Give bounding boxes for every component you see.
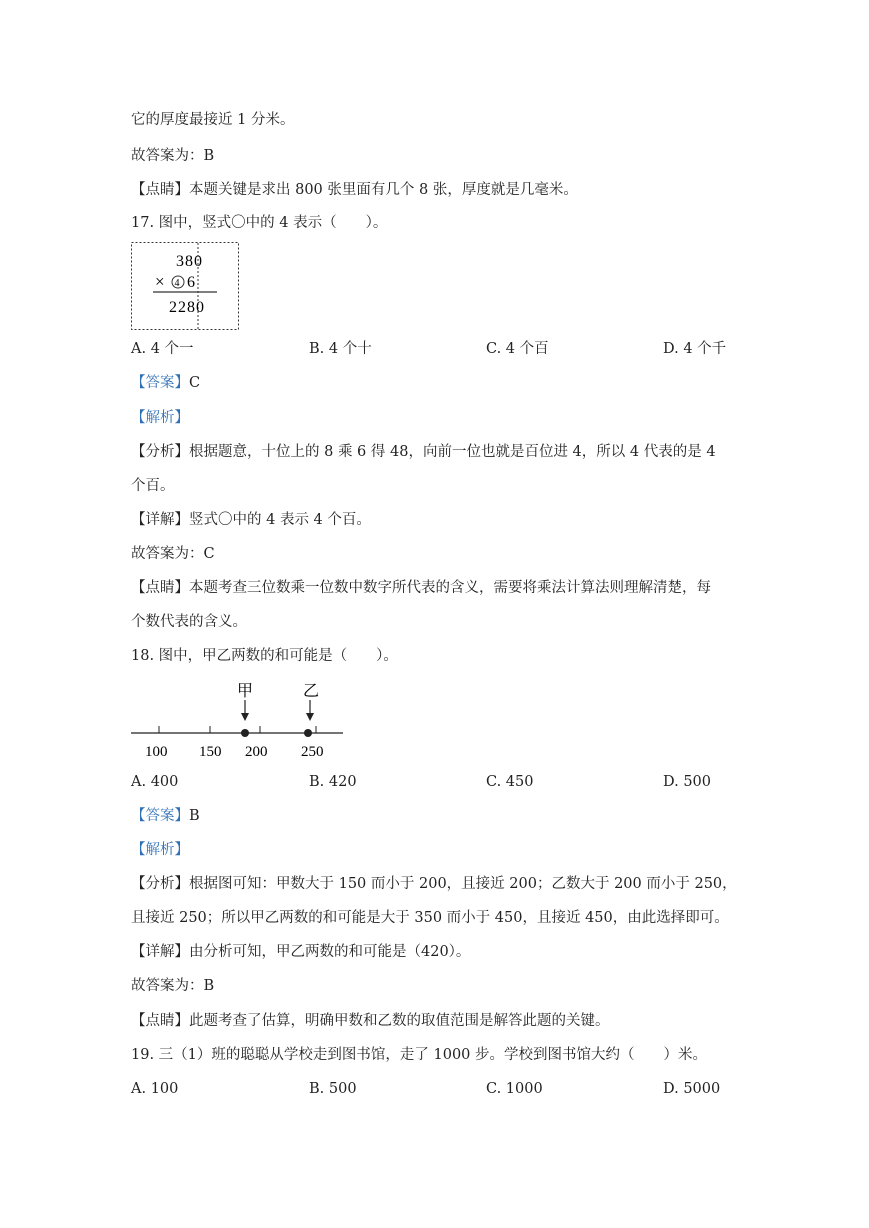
option-19-d: D. 5000 <box>663 1081 721 1097</box>
text-line: 个数代表的含义。 <box>131 614 247 630</box>
text-line: 【点睛】本题关键是求出 800 张里面有几个 8 张，厚度就是几毫米。 <box>131 182 578 198</box>
option-17-a: A. 4 个一 <box>131 341 194 357</box>
arrow-jia-head <box>241 713 249 721</box>
text-line: 【详解】竖式〇中的 4 表示 4 个百。 <box>131 512 371 528</box>
tick-label: 150 <box>199 744 222 760</box>
answer-value: B <box>189 808 200 824</box>
answer-value: C <box>189 375 201 391</box>
analysis-label-18: 【解析】 <box>131 842 189 858</box>
option-17-b: B. 4 个十 <box>309 341 372 357</box>
figure-17-multiplier: 6 <box>187 274 195 291</box>
text-line: 个百。 <box>131 478 175 494</box>
text-line: 故答案为：B <box>131 148 215 164</box>
text-line: 它的厚度最接近 1 分米。 <box>131 112 295 128</box>
figure-17-multiplication <box>131 242 241 332</box>
option-17-c: C. 4 个百 <box>486 341 549 357</box>
tick-label: 100 <box>145 744 168 760</box>
tick-label: 200 <box>245 744 268 760</box>
question-19: 19. 三（1）班的聪聪从学校走到图书馆，走了 1000 步。学校到图书馆大约（ ）米。 <box>131 1047 708 1063</box>
answer-17 <box>131 373 200 393</box>
label-jia: 甲 <box>237 683 254 700</box>
text-line: 【分析】根据题意，十位上的 8 乘 6 得 48，向前一位也就是百位进 4，所以 4 代表的是 4 <box>131 444 716 460</box>
text-line: 且接近 250；所以甲乙两数的和可能是大于 350 而小于 450，且接近 450，由此选择即可。 <box>131 910 729 926</box>
answer-label: 【答案】 <box>131 808 189 824</box>
point-yi <box>304 729 312 737</box>
figure-17-times: × <box>155 272 165 291</box>
option-18-b: B. 420 <box>309 774 357 790</box>
tick-label: 250 <box>301 744 324 760</box>
point-jia <box>241 729 249 737</box>
text-line: 【分析】根据图可知：甲数大于 150 而小于 200，且接近 200；乙数大于 200 而小于 250， <box>131 876 737 892</box>
option-19-a: A. 100 <box>131 1081 179 1097</box>
option-17-d: D. 4 个千 <box>663 341 727 357</box>
answer-18 <box>131 806 200 826</box>
figure-17-multiplicand: 380 <box>176 253 203 270</box>
question-17: 17. 图中，竖式〇中的 4 表示（ ）。 <box>131 215 388 231</box>
answer-label: 【答案】 <box>131 375 189 391</box>
figure-17-circled-digit: 4 <box>174 278 180 289</box>
text-line: 故答案为：B <box>131 978 215 994</box>
option-18-c: C. 450 <box>486 774 534 790</box>
option-18-d: D. 500 <box>663 774 712 790</box>
option-19-b: B. 500 <box>309 1081 357 1097</box>
option-19-c: C. 1000 <box>486 1081 543 1097</box>
option-18-a: A. 400 <box>131 774 179 790</box>
text-line: 【详解】由分析可知，甲乙两数的和可能是（420）。 <box>131 944 471 960</box>
analysis-label-17: 【解析】 <box>131 410 189 426</box>
label-yi: 乙 <box>303 683 320 700</box>
text-line: 【点睛】本题考查三位数乘一位数中数字所代表的含义，需要将乘法计算法则理解清楚，每 <box>131 580 711 596</box>
figure-18-number-line <box>131 676 351 766</box>
question-18: 18. 图中，甲乙两数的和可能是（ ）。 <box>131 648 398 664</box>
text-line: 故答案为：C <box>131 546 215 562</box>
text-line: 【点睛】此题考查了估算，明确甲数和乙数的取值范围是解答此题的关键。 <box>131 1013 610 1029</box>
arrow-yi-head <box>306 713 314 721</box>
figure-17-product: 2280 <box>169 299 205 316</box>
